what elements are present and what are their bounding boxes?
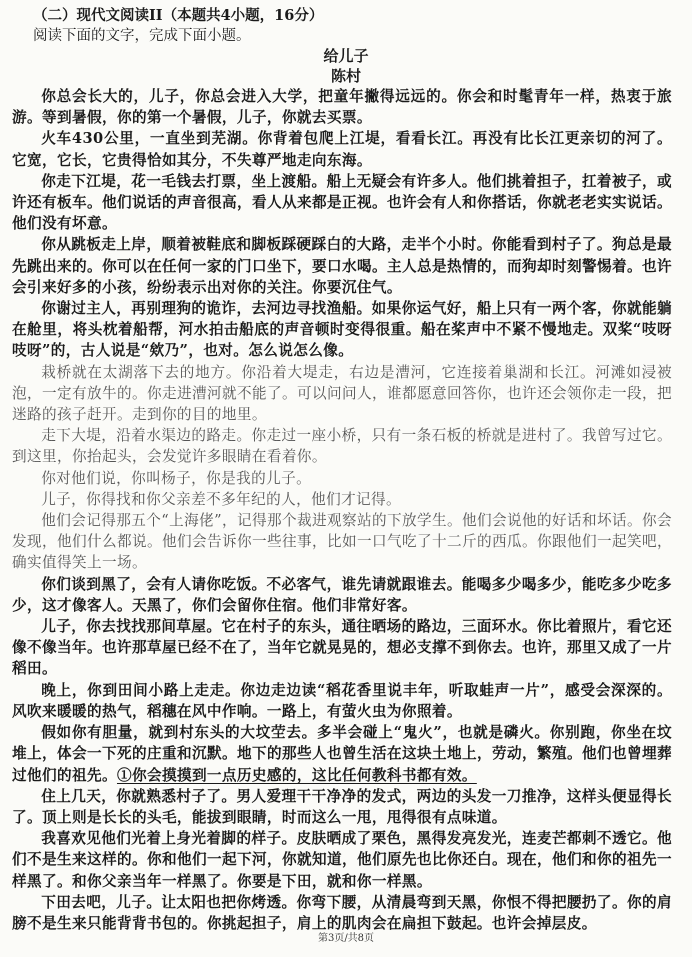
paragraph: 你们谈到黑了，会有人请你吃饭。不必客气，谁先请就跟谁去。能喝多少喝多少，能吃多少吃多少，这才像客人。天黑了，你们会留你住宿。他们非常好客。 bbox=[12, 575, 672, 614]
paragraph: 你走下江堤，花一毛钱去打票，坐上渡船。船上无疑会有许多人。他们挑着担子，扛着被子，或许还有板车。他们说话的声音很高，看人从来都是正视。也许会有人和你搭话，你就老老实实说话。他们没有坏意。 bbox=[12, 172, 672, 233]
page-number: 第3页/共8页 bbox=[317, 933, 375, 944]
article-title: 给儿子 bbox=[323, 47, 369, 65]
paragraph: 下田去吧，儿子。让太阳也把你烤透。你弯下腰，从清晨弯到天黑，你恨不得把腰扔了。你的肩膀不是生来只能背背书包的。你挑起担子，肩上的肌肉会在扁担下鼓起。也许会掉层皮。 bbox=[12, 893, 672, 932]
paragraph: 你总会长大的，儿子，你总会进入大学，把童年撇得远远的。你会和时髦青年一样，热衷于旅游。等到暑假，你的第一个暑假，儿子，你就去买票。 bbox=[12, 88, 672, 127]
paragraph: 栽桥就在太湖落下去的地方。你沿着大堤走，右边是漕河，它连接着巢湖和长江。河滩如浸被泡，一定有放牛的。你走进漕河就不能了。可以问问人，谁都愿意回答你，也许还会领你走一段，把迷路的孩子赶开。走到你的目的地里。 bbox=[12, 363, 672, 424]
article-author: 陈村 bbox=[330, 67, 361, 85]
section-header: （二）现代文阅读II（本题共4小题，16分） bbox=[33, 7, 324, 24]
paragraph: 我喜欢见他们光着上身光着脚的样子。皮肤晒成了栗色，黑得发亮发光，连麦芒都刺不透它。他们不是生来这样的。你和他们一起下河，你就知道，他们原先也比你还白。现在，他们和你的祖先一样黑了。和你父亲当年一样黑了。你要是下田，就和你一样黑。 bbox=[12, 830, 672, 890]
underlined-sentence: ①你会摸摸到一点历史感的，这比任何教科书都有效。 bbox=[116, 766, 477, 784]
paragraph: 住上几天，你就熟悉村子了。男人爱理干干净净的发式，两边的头发一刀推净，这样头便显得长了。顶上则是长长的头毛，能拔到眼睛，时而这么一甩，甩得很有点味道。 bbox=[12, 787, 672, 826]
reading-instruction: 阅读下面的文字，完成下面小题。 bbox=[33, 28, 251, 44]
paragraph: 你谢过主人，再别理狗的诡诈，去河边寻找渔船。如果你运气好，船上只有一两个客，你就能躺在舱里，将头枕着船帮，河水拍击船底的声音顿时变得很重。船在桨声中不紧不慢地走。双桨“吱呀吱呀”的，古人说是“欸乃”，也对。怎么说怎么像。 bbox=[12, 300, 672, 360]
paragraph: 他们会记得那五个“上海佬”，记得那个裁进观察站的下放学生。他们会说他的好话和坏话。你会发现，他们什么都说。他们会告诉你一些往事，比如一口气吃了十二斤的西瓜。你跟他们一起笑吧，确实值得笑上一场。 bbox=[12, 512, 672, 572]
paragraph: 走下大堤，沿着水渠边的路走。你走过一座小桥，只有一条石板的桥就是进村了。我曾写过它。到这里，你抬起头，会发觉许多眼睛在看着你。 bbox=[12, 427, 672, 466]
paragraph: 你从跳板走上岸，顺着被鞋底和脚板踩硬踩白的大路，走半个小时。你能看到村子了。狗总是最先跳出来的。你可以在任何一家的门口坐下，要口水喝。主人总是热情的，而狗却时刻警惕着。也许会引来好多的小孩，纷纷表示出对你的关注。你要沉住气。 bbox=[12, 236, 672, 296]
paragraph: 儿子，你去找找那间草屋。它在村子的东头，通往晒场的路边，三面环水。你比着照片，看它还像不像当年。也许那草屋已经不在了，当年它就晃晃的，想必支撑不到你去。也许，那里又成了一片稻田。 bbox=[12, 618, 672, 678]
paragraph: 你对他们说，你叫杨子，你是我的儿子。 bbox=[41, 469, 312, 487]
paragraph: 晚上，你到田间小路上走走。你边走边读“稻花香里说丰年，听取蛙声一片”，感受会深深的。风吹来暖暖的热气，稻穗在风中作响。一路上，有萤火虫为你照着。 bbox=[12, 681, 672, 720]
paragraph-text: 假如你有胆量，就到村东头的大坟茔去。多半会碰上“鬼火”，也就是磷火。你别跑，你坐在坟堆上，体会一下死的庄重和沉默。地下的那些人也曾生活在这块土地上，劳动，繁殖。他们也曾埋葬过他们的祖先。 bbox=[12, 724, 672, 784]
paragraph: 儿子，你得找和你父亲差不多年纪的人，他们才记得。 bbox=[41, 490, 402, 508]
paragraph: 火车430公里，一直坐到芜湖。你背着包爬上江堤，看看长江。再没有比长江更亲切的河了。它宽，它长，它贵得恰如其分，不失尊严地走向东海。 bbox=[12, 130, 672, 169]
article-body bbox=[12, 86, 672, 934]
paragraph-with-underline bbox=[12, 722, 672, 786]
